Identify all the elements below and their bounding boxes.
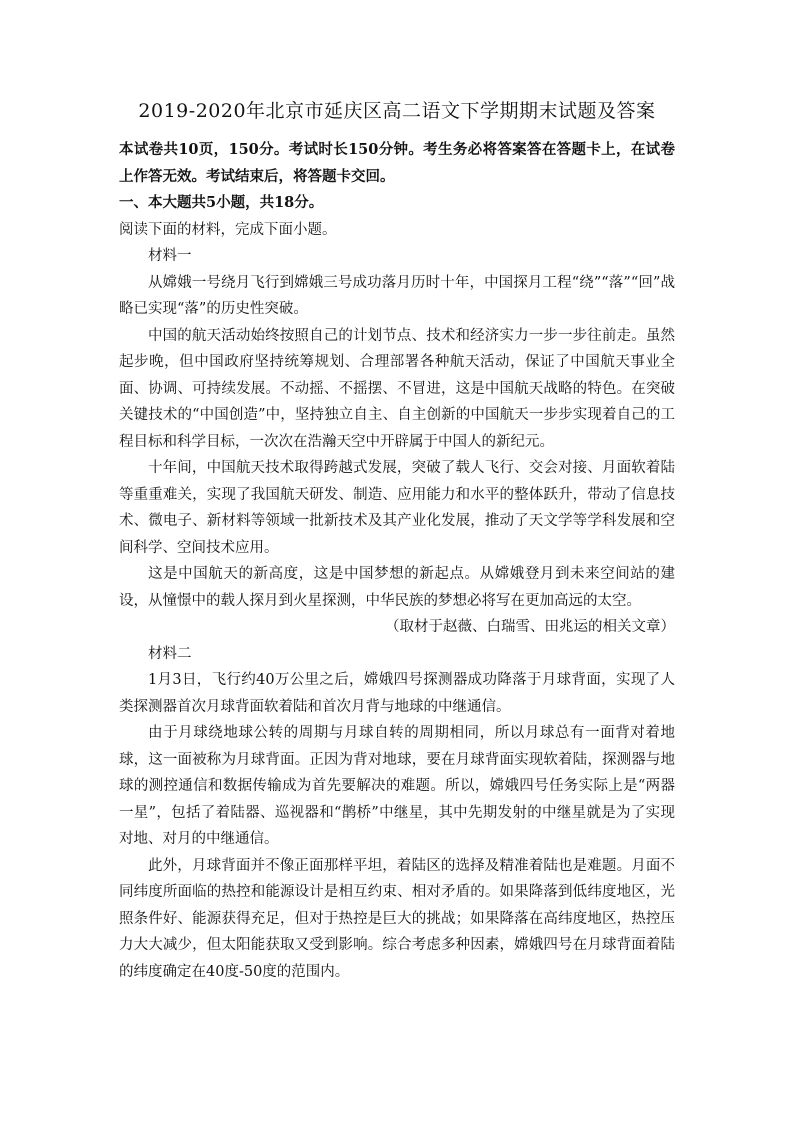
document-body [119, 137, 675, 985]
material2-label: 材料二 [148, 645, 192, 662]
material2-paragraph: 此外，月球背面并不像正面那样平坦，着陆区的选择及精准着陆也是难题。月面不同纬度所面临的热控和能源设计是相互约束、相对矛盾的。如果降落到低纬度地区，光照条件好、能源获得充足，但对于热控是巨大的挑战；如果降落在高纬度地区，热控压力大大减少，但太阳能获取又受到影响。综合考虑多种因素，嫦娥四号在月球背面着陆的纬度确定在40度-50度的范围内。 [119, 857, 675, 980]
reading-prompt: 阅读下面的材料，完成下面小题。 [119, 221, 337, 238]
material2-paragraph: 1月3日，飞行约40万公里之后，嫦娥四号探测器成功降落于月球背面，实现了人类探测器首次月球背面软着陆和首次月背与地球的中继通信。 [119, 672, 675, 715]
material1-paragraph: 从嫦娥一号绕月飞行到嫦娥三号成功落月历时十年，中国探月工程“绕”“落”“回”战略已实现“落”的历史性突破。 [119, 274, 675, 317]
material2-paragraph: 由于月球绕地球公转的周期与月球自转的周期相同，所以月球总有一面背对着地球，这一面被称为月球背面。正因为背对地球，要在月球背面实现软着陆，探测器与地球的测控通信和数据传输成为首先要解决的难题。所以，嫦娥四号任务实际上是“两器一星”，包括了着陆器、巡视器和“鹊桥”中继星，其中先期发射的中继星就是为了实现对地、对月的中继通信。 [119, 725, 675, 847]
material1-label: 材料一 [148, 248, 192, 264]
material1-source: （取材于赵薇、白瑞雪、田兆运的相关文章） [385, 619, 675, 635]
material1-paragraph: 中国的航天活动始终按照自己的计划节点、技术和经济实力一步一步往前走。虽然起步晚，但中国政府坚持统筹规划、合理部署各种航天活动，保证了中国航天事业全面、协调、可持续发展。不动摇、不摇摆、不冒进，这是中国航天战略的特色。在突破关键技术的“中国创造”中，坚持独立自主、自主创新的中国航天一步步实现着自己的工程目标和科学目标，一次次在浩瀚天空中开辟属于中国人的新纪元。 [119, 327, 675, 450]
section-heading: 一、本大题共5小题，共18分。 [119, 194, 324, 211]
document-title: 2019-2020年北京市延庆区高二语文下学期期末试题及答案 [138, 100, 656, 122]
material1-paragraph: 这是中国航天的新高度，这是中国梦想的新起点。从嫦娥登月到未来空间站的建设，从憧憬中的载人探月到火星探测，中华民族的梦想必将写在更加高远的太空。 [119, 566, 675, 609]
material1-paragraph: 十年间，中国航天技术取得跨越式发展，突破了载人飞行、交会对接、月面软着陆等重重难关，实现了我国航天研发、制造、应用能力和水平的整体跃升，带动了信息技术、微电子、新材料等领域一批新技术及其产业化发展，推动了天文学等学科发展和空间科学、空间技术应用。 [119, 460, 675, 556]
exam-instructions: 本试卷共10页，150分。考试时长150分钟。考生务必将答案答在答题卡上，在试卷上作答无效。考试结束后，将答题卡交回。 [119, 141, 675, 185]
